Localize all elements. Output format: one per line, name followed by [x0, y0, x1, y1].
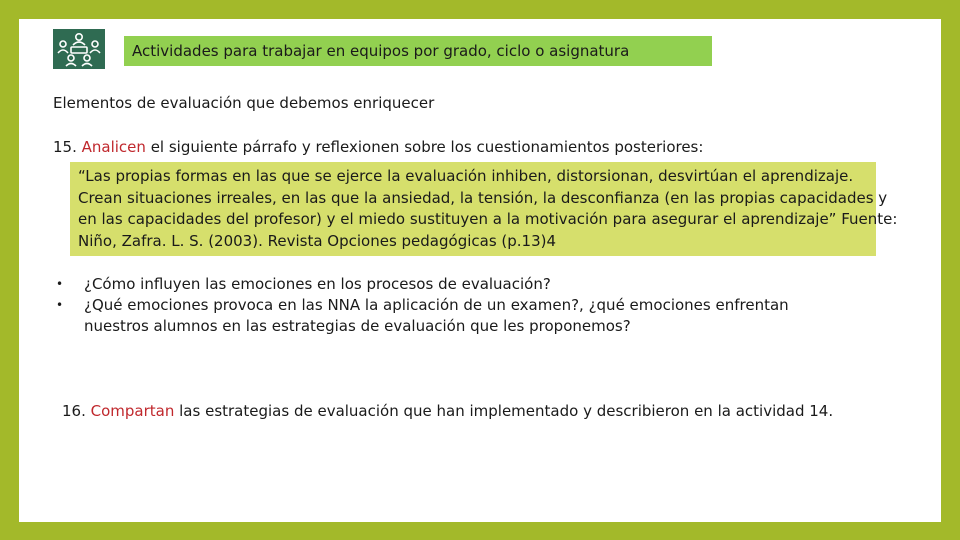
question-15-verb: Analicen — [81, 138, 146, 156]
header-title: Actividades para trabajar en equipos por grado, ciclo o asignatura — [132, 42, 630, 60]
list-item-text: ¿Qué emociones provoca en las NNA la aplicación de un examen?, ¿qué emociones enfrentan — [84, 296, 789, 314]
bullet-icon: • — [56, 277, 64, 291]
list-item-text: nuestros alumnos en las estrategias de evaluación que les proponemos? — [84, 317, 631, 335]
quote-line: Crean situaciones irreales, en las que la ansiedad, la tensión, la desconfianza (en las propias capacidades y — [78, 188, 888, 207]
question-16-number: 16. — [62, 402, 86, 420]
question-15 — [53, 138, 703, 156]
reflection-questions-list — [56, 274, 789, 337]
question-16 — [62, 402, 833, 420]
quote-box — [70, 162, 898, 256]
quote-line: en las capacidades del profesor) y el miedo sustituyen a la motivación para asegurar el aprendizaje” Fuente: — [78, 210, 898, 228]
quote-line: Niño, Zafra. L. S. (2003). Revista Opciones pedagógicas (p.13)4 — [78, 231, 557, 250]
question-15-text: el siguiente párrafo y reflexionen sobre los cuestionamientos posteriores: — [145, 138, 704, 156]
question-16-text: las estrategias de evaluación que han implementado y describieron en la actividad 14. — [174, 402, 834, 420]
question-15-number: 15. — [53, 138, 77, 156]
question-16-verb: Compartan — [90, 402, 175, 420]
list-item-text: ¿Cómo influyen las emociones en los procesos de evaluación? — [84, 275, 551, 293]
bullet-icon: • — [56, 298, 64, 312]
group-meeting-icon — [53, 29, 105, 69]
list-item — [56, 274, 789, 295]
header-title-bar — [124, 36, 712, 66]
quote-line: “Las propias formas en las que se ejerce la evaluación inhiben, distorsionan, desvirtúan el aprendizaje. — [78, 167, 854, 185]
section-subtitle: Elementos de evaluación que debemos enriquecer — [53, 94, 435, 112]
list-item — [56, 295, 789, 337]
